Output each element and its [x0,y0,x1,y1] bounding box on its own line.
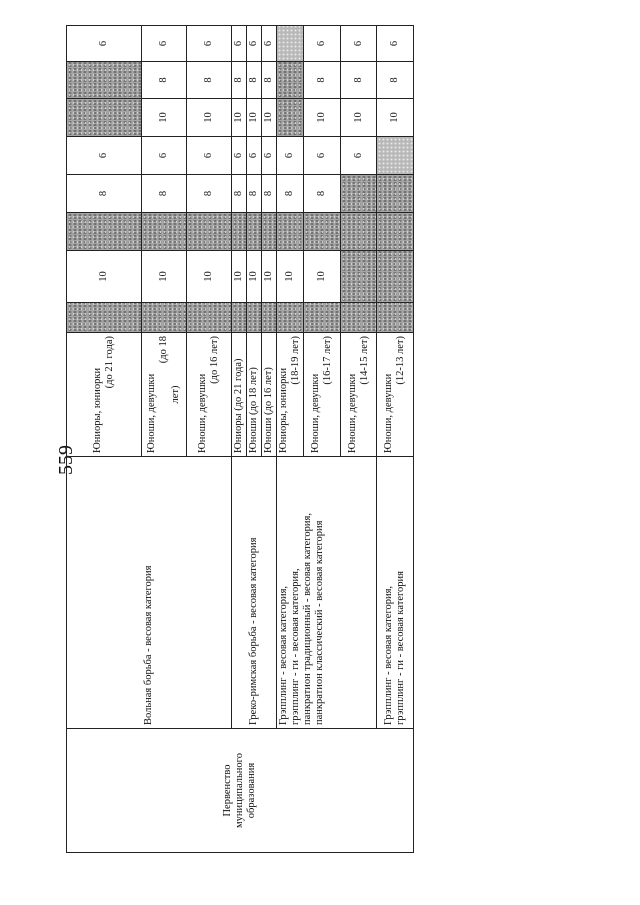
value-cell: 8 [247,62,262,99]
value-cell: 6 [304,26,341,62]
value-cell: 6 [277,137,304,175]
group-cell: Юноши (до 18 лет) [247,333,262,457]
value-cell: 8 [377,62,414,99]
value-cell: 10 [247,99,262,137]
value-cell: 6 [247,26,262,62]
group-cell: Юноши, девушки (16-17 лет) [304,333,341,457]
value-cell: 10 [187,251,232,303]
value-cell: 8 [142,175,187,213]
shaded-cell [67,62,142,99]
shaded-cell [232,213,247,251]
value-cell: 8 [262,175,277,213]
value-cell: 10 [341,99,377,137]
shaded-cell [277,99,304,137]
shaded-cell [142,213,187,251]
value-cell: 10 [187,99,232,137]
value-cell: 8 [341,62,377,99]
shaded-cell [377,137,414,175]
shaded-cell [277,303,304,333]
value-cell: 10 [377,99,414,137]
value-cell: 8 [187,175,232,213]
value-cell: 8 [232,62,247,99]
value-cell: 6 [262,137,277,175]
value-cell: 6 [232,26,247,62]
value-cell: 6 [187,26,232,62]
shaded-cell [377,303,414,333]
shaded-cell [277,26,304,62]
shaded-cell [67,303,142,333]
rotated-table-frame [66,40,407,853]
shaded-cell [262,303,277,333]
group-cell: Юниоры (до 21 года) [232,333,247,457]
group-cell: Юноши, девушки (12-13 лет) [377,333,414,457]
shaded-cell [232,303,247,333]
value-cell: 10 [232,99,247,137]
shaded-cell [341,303,377,333]
shaded-cell [304,303,341,333]
value-cell: 6 [67,137,142,175]
discipline-cell: Грэпплинг - весовая категория, грэпплинг - ги - весовая категория, панкратион традиционный - весовая категория, панкратион классический - весовая категория [277,457,377,729]
value-cell: 6 [341,26,377,62]
value-cell: 6 [187,137,232,175]
value-cell: 8 [232,175,247,213]
shaded-cell [247,303,262,333]
shaded-cell [304,213,341,251]
shaded-cell [187,303,232,333]
value-cell: 10 [67,251,142,303]
group-cell: Юниоры, юниорки (до 21 года) [67,333,142,457]
value-cell: 10 [142,251,187,303]
value-cell: 8 [67,175,142,213]
value-cell: 10 [304,251,341,303]
table-row [277,26,304,853]
value-cell: 10 [232,251,247,303]
value-cell: 6 [377,26,414,62]
shaded-cell [377,175,414,213]
value-cell: 8 [262,62,277,99]
value-cell: 6 [67,26,142,62]
group-cell: Юноши (до 16 лет) [262,333,277,457]
shaded-cell [341,175,377,213]
table-row [67,26,142,853]
value-cell: 6 [142,137,187,175]
shaded-cell [67,99,142,137]
group-cell: Юноши, девушки (14-15 лет) [341,333,377,457]
value-cell: 10 [142,99,187,137]
value-cell: 10 [277,251,304,303]
competition-table [66,25,414,853]
shaded-cell [277,213,304,251]
discipline-cell: Грэпплинг - весовая категория, грэпплинг - ги - весовая категория [377,457,414,729]
shaded-cell [341,251,377,303]
shaded-cell [277,62,304,99]
shaded-cell [67,213,142,251]
value-cell: 8 [304,175,341,213]
level-cell: Первенство муниципального образования [67,729,414,853]
value-cell: 10 [262,99,277,137]
discipline-cell: Греко-римская борьба - весовая категория [232,457,277,729]
value-cell: 10 [247,251,262,303]
value-cell: 6 [341,137,377,175]
group-cell: Юноши, девушки (до 16 лет) [187,333,232,457]
group-cell: Юноши, девушки (до 18 лет) [142,333,187,457]
value-cell: 6 [142,26,187,62]
table-row [232,26,247,853]
shaded-cell [247,213,262,251]
value-cell: 8 [277,175,304,213]
value-cell: 8 [247,175,262,213]
group-cell: Юниоры, юниорки (18-19 лет) [277,333,304,457]
shaded-cell [187,213,232,251]
value-cell: 10 [262,251,277,303]
value-cell: 6 [262,26,277,62]
rotated-table [66,40,407,853]
shaded-cell [262,213,277,251]
value-cell: 6 [232,137,247,175]
value-cell: 10 [304,99,341,137]
discipline-cell: Вольная борьба - весовая категория [67,457,232,729]
value-cell: 8 [142,62,187,99]
page-number: 559 [55,445,77,475]
shaded-cell [341,213,377,251]
shaded-cell [377,213,414,251]
table-row [377,26,414,853]
value-cell: 6 [247,137,262,175]
shaded-cell [142,303,187,333]
value-cell: 8 [187,62,232,99]
value-cell: 6 [304,137,341,175]
value-cell: 8 [304,62,341,99]
shaded-cell [377,251,414,303]
